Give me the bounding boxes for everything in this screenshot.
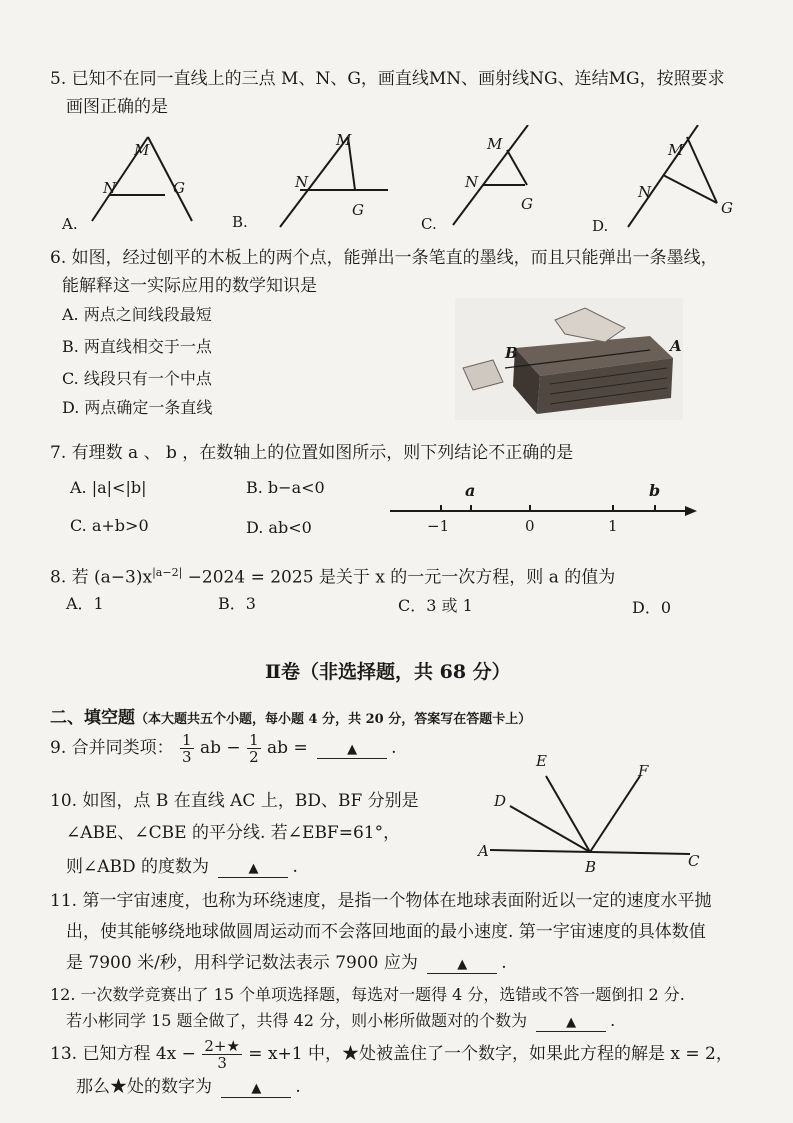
label-n: N xyxy=(638,183,652,201)
label-e: E xyxy=(536,752,547,770)
option-a: A．1 xyxy=(66,594,104,613)
option-d: D. 两点确定一条直线 xyxy=(62,398,213,417)
period: . xyxy=(295,1077,301,1097)
numerator: 1 xyxy=(249,731,259,749)
question-text-cont xyxy=(76,1076,301,1098)
equation-pre: 已知方程 4x − xyxy=(82,1044,196,1064)
answer-blank[interactable] xyxy=(221,1081,291,1098)
label-g: G xyxy=(352,201,364,219)
expression-tail: ab = xyxy=(267,738,308,758)
equation-post: = x+1 中，★处被盖住了一个数字，如果此方程的解是 x = 2， xyxy=(248,1044,733,1064)
number-line xyxy=(385,476,705,536)
denominator: 2 xyxy=(249,748,259,766)
answer-blank[interactable] xyxy=(536,1015,606,1032)
question-number: 6. xyxy=(50,248,67,268)
question-number: 10. xyxy=(50,791,78,811)
option-c: C. xyxy=(421,215,437,233)
option-a: A. 两点之间线段最短 xyxy=(62,305,212,324)
section-note: （本大题共五个小题，每小题 4 分，共 20 分，答案写在答题卡上） xyxy=(135,712,532,727)
triangle-mark: ▲ xyxy=(347,742,358,757)
tick-neg1: −1 xyxy=(427,517,450,535)
point-a-label: A xyxy=(670,337,682,355)
question-text-line2: 若小彬同学 15 题全做了，共得 42 分，则小彬所做题对的个数为 xyxy=(66,1011,528,1030)
question-5 xyxy=(50,68,725,90)
point-b-label: B xyxy=(505,344,518,362)
option-c: C. a+b>0 xyxy=(70,516,149,535)
label-g: G xyxy=(521,195,533,213)
expression-mid: ab − xyxy=(200,738,241,758)
option-d: D. xyxy=(592,217,609,235)
triangle-mark: ▲ xyxy=(457,957,468,972)
label-g: G xyxy=(721,199,733,217)
question-text-line3: 则∠ABD 的度数为 xyxy=(66,857,210,877)
q10-angle-figure xyxy=(470,748,710,878)
question-number: 12. xyxy=(50,985,76,1004)
question-text-cont: 画图正确的是 xyxy=(66,97,168,117)
label-n: N xyxy=(103,179,117,197)
question-text: 一次数学竞赛出了 15 个单项选择题，每选对一题得 4 分，选错或不答一题倒扣 2 分. xyxy=(80,985,685,1004)
question-number: 7. xyxy=(50,443,67,463)
question-10 xyxy=(50,790,419,812)
label-b: B xyxy=(585,858,597,876)
question-text-line3: 是 7900 米/秒，用科学记数法表示 7900 应为 xyxy=(66,953,418,973)
period: . xyxy=(292,857,298,877)
section-heading xyxy=(50,703,531,728)
tick-1: 1 xyxy=(608,517,618,535)
question-9 xyxy=(50,732,397,765)
numerator: 2+★ xyxy=(204,1037,240,1055)
label-c: C xyxy=(688,852,700,870)
question-12 xyxy=(50,984,685,1006)
question-text: 第一宇宙速度，也称为环绕速度，是指一个物体在地球表面附近以一定的速度水平抛 xyxy=(82,891,712,911)
question-6 xyxy=(50,247,718,269)
question-number: 5. xyxy=(50,69,67,89)
option-b: B．3 xyxy=(218,594,256,613)
question-number: 11. xyxy=(50,891,78,911)
fraction-one-half xyxy=(247,732,261,765)
triangle-mark: ▲ xyxy=(251,1081,262,1096)
option-c: C. 线段只有一个中点 xyxy=(62,369,212,388)
question-number: 9. xyxy=(50,738,67,758)
question-text: 合并同类项： xyxy=(71,738,174,758)
question-text-cont: 出，使其能够绕地球做圆周运动而不会落回地面的最小速度. 第一宇宙速度的具体数值 xyxy=(66,922,706,942)
label-m: M xyxy=(668,141,684,159)
q6-board-photo xyxy=(455,298,683,420)
question-text-cont xyxy=(66,952,507,974)
label-n: N xyxy=(465,173,479,191)
question-text-cont xyxy=(66,856,298,878)
triangle-mark: ▲ xyxy=(248,861,259,876)
tick-0: 0 xyxy=(525,517,535,535)
answer-blank[interactable] xyxy=(317,742,387,759)
question-text-cont: ∠ABE、∠CBE 的平分线. 若∠EBF=61°， xyxy=(66,823,401,843)
point-a-label: a xyxy=(465,481,476,500)
section-title: Ⅱ卷（非选择题，共 68 分） xyxy=(265,661,511,683)
option-d: D. ab<0 xyxy=(246,518,312,537)
fraction-one-third xyxy=(180,732,194,765)
question-text: 有理数 a 、 b ，在数轴上的位置如图所示，则下列结论不正确的是 xyxy=(71,443,574,463)
question-number: 13. xyxy=(50,1044,78,1064)
label-g: G xyxy=(173,179,185,197)
question-text-cont: 能解释这一实际应用的数学知识是 xyxy=(62,276,317,296)
period: . xyxy=(391,738,397,758)
option-b: B. xyxy=(232,213,248,231)
question-text-post: −2024 = 2025 是关于 x 的一元一次方程，则 a 的值为 xyxy=(182,567,616,588)
question-text: 如图，点 B 在直线 AC 上，BD、BF 分别是 xyxy=(82,791,419,811)
answer-blank[interactable] xyxy=(218,861,288,878)
answer-blank[interactable] xyxy=(427,957,497,974)
question-number: 8. xyxy=(50,567,67,588)
point-b-label: b xyxy=(649,481,661,500)
section-heading-text: 二、填空题 xyxy=(50,708,135,728)
exponent: |a−2| xyxy=(152,566,183,579)
option-a: A. xyxy=(62,215,78,233)
label-m: M xyxy=(487,135,503,153)
numerator: 1 xyxy=(182,731,192,749)
question-11 xyxy=(50,890,711,912)
fraction-covered xyxy=(202,1038,242,1071)
question-8 xyxy=(50,562,615,589)
denominator: 3 xyxy=(217,1054,227,1072)
question-13 xyxy=(50,1038,733,1071)
question-text-cont xyxy=(66,1010,615,1032)
label-m: M xyxy=(336,131,352,149)
option-b: B. 两直线相交于一点 xyxy=(62,337,212,356)
question-text: 已知不在同一直线上的三点 M、N、G，画直线MN、画射线NG、连结MG，按照要求 xyxy=(71,69,725,89)
label-m: M xyxy=(134,141,150,159)
label-d: D xyxy=(494,792,507,810)
label-a: A xyxy=(478,842,489,860)
triangle-mark: ▲ xyxy=(566,1015,577,1030)
label-f: F xyxy=(638,762,649,780)
denominator: 3 xyxy=(182,748,192,766)
option-b: B. b−a<0 xyxy=(246,478,325,497)
question-7 xyxy=(50,442,573,464)
q5-option-figures xyxy=(55,125,775,240)
option-d: D．0 xyxy=(632,598,672,617)
period: . xyxy=(610,1011,616,1030)
question-text: 如图，经过刨平的木板上的两个点，能弹出一条笔直的墨线，而且只能弹出一条墨线， xyxy=(71,248,718,268)
option-c: C．3 或 1 xyxy=(398,596,473,615)
label-n: N xyxy=(295,173,309,191)
option-a: A. |a|<|b| xyxy=(70,478,147,497)
period: . xyxy=(501,953,507,973)
question-text-pre: 若 (a−3)x xyxy=(71,567,153,588)
question-text-line2: 那么★处的数字为 xyxy=(76,1077,212,1097)
